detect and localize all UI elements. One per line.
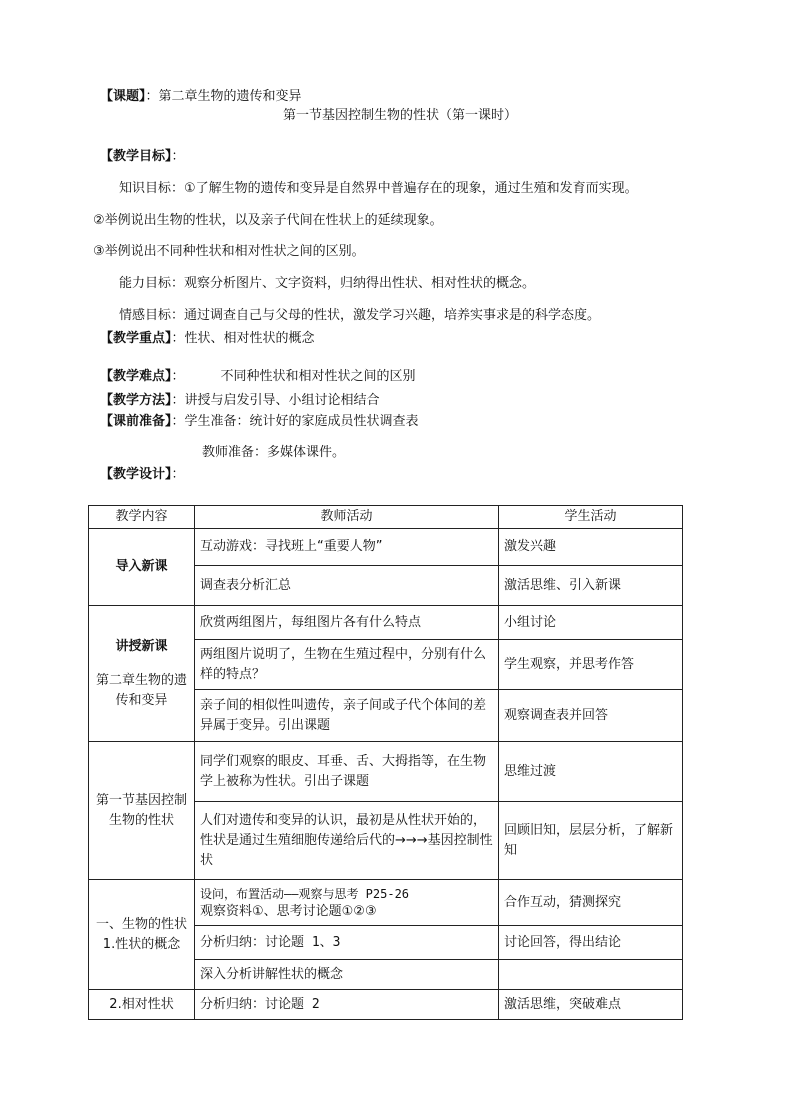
- difficulties-label: 【教学难点】: [100, 369, 172, 384]
- teacher-activity: 调查表分析汇总: [195, 566, 499, 606]
- topic-line: [100, 88, 302, 106]
- section-gene-control: 第一节基因控制生物的性状: [89, 742, 195, 880]
- student-activity: 观察调查表并回答: [499, 690, 683, 742]
- student-activity: 小组讨论: [499, 606, 683, 640]
- teacher-activity: 分析归纳：讨论题 2: [195, 990, 499, 1020]
- objectives-label: 【教学目标】: [100, 149, 172, 164]
- objectives-sep: ：: [171, 149, 185, 164]
- teacher-activity: 人们对遗传和变异的认识，最初是从性状开始的，性状是通过生殖细胞传递给后代的→→→基因控制性状: [195, 802, 499, 880]
- knowledge-objective-3: ③举例说出不同种性状和相对性状之间的区别。: [93, 244, 365, 259]
- teacher-activity: 欣赏两组图片，每组图片各有什么特点: [195, 606, 499, 640]
- difficulties-value: 不同种性状和相对性状之间的区别: [220, 369, 416, 384]
- section-relative-traits: 2.相对性状: [89, 990, 195, 1020]
- design-sep: ：: [171, 467, 185, 482]
- key-points-line: [100, 330, 315, 348]
- topic-value: 第二章生物的遗传和变异: [158, 89, 302, 104]
- teacher-activity: 亲子间的相似性叫遗传，亲子间或子代个体间的差异属于变异。引出课题: [195, 690, 499, 742]
- preparation-label: 【课前准备】: [100, 414, 172, 429]
- difficulties-line: [100, 368, 416, 386]
- teacher-activity: 深入分析讲解性状的概念: [195, 960, 499, 990]
- table-row: [89, 606, 683, 640]
- key-points-label: 【教学重点】: [100, 331, 172, 346]
- section-traits: 一、生物的性状 1.性状的概念: [89, 880, 195, 990]
- table-row: [89, 742, 683, 802]
- table-row: [89, 529, 683, 566]
- teaching-design-table: [88, 505, 683, 1020]
- topic-label: 【课题】: [100, 89, 146, 104]
- student-activity: [499, 960, 683, 990]
- student-activity: 激活思维，突破难点: [499, 990, 683, 1020]
- knowledge-objective: 知识目标：①了解生物的遗传和变异是自然界中普遍存在的现象，通过生殖和发育而实现。: [119, 181, 638, 196]
- student-activity: 回顾旧知，层层分析，了解新知: [499, 802, 683, 880]
- student-activity: 讨论回答，得出结论: [499, 926, 683, 960]
- lesson-subtitle: 第一节基因控制生物的性状（第一课时）: [283, 108, 518, 123]
- header-content: 教学内容: [89, 506, 195, 529]
- teacher-activity: 互动游戏：寻找班上“重要人物”: [195, 529, 499, 566]
- table-row: [89, 990, 683, 1020]
- student-activity: 激活思维、引入新课: [499, 566, 683, 606]
- teacher-activity: 同学们观察的眼皮、耳垂、舌、大拇指等，在生物学上被称为性状。引出子课题: [195, 742, 499, 802]
- teacher-activity: 分析归纳：讨论题 1、3: [195, 926, 499, 960]
- objectives-heading: [100, 148, 185, 166]
- preparation-line: [100, 413, 419, 431]
- student-activity: 思维过渡: [499, 742, 683, 802]
- key-points-value: ：性状、相对性状的概念: [171, 331, 315, 346]
- header-teacher: 教师活动: [195, 506, 499, 529]
- design-heading: [100, 466, 185, 484]
- teacher-activity: 设问，布置活动——观察与思考 P25-26 观察资料①、思考讨论题①②③: [195, 880, 499, 926]
- methods-line: [100, 392, 380, 410]
- preparation-student: ：学生准备：统计好的家庭成员性状调查表: [171, 414, 419, 429]
- teacher-activity: 两组图片说明了，生物在生殖过程中，分别有什么样的特点？: [195, 640, 499, 690]
- section-new-lesson: 讲授新课 第二章生物的遗传和变异: [89, 606, 195, 742]
- design-label: 【教学设计】: [100, 467, 172, 482]
- methods-label: 【教学方法】: [100, 393, 172, 408]
- table-row: [89, 880, 683, 926]
- ability-objective: 能力目标：观察分析图片、文字资料，归纳得出性状、相对性状的概念。: [119, 276, 536, 291]
- topic-sep: ：: [145, 89, 159, 104]
- difficulties-sep: ：: [171, 369, 185, 384]
- header-student: 学生活动: [499, 506, 683, 529]
- methods-value: ：讲授与启发引导、小组讨论相结合: [171, 393, 380, 408]
- preparation-teacher: 教师准备：多媒体课件。: [202, 445, 346, 460]
- section-intro: 导入新课: [89, 529, 195, 606]
- student-activity: 学生观察，并思考作答: [499, 640, 683, 690]
- table-header-row: [89, 506, 683, 529]
- knowledge-objective-2: ②举例说出生物的性状，以及亲子代间在性状上的延续现象。: [93, 213, 443, 228]
- emotion-objective: 情感目标：通过调查自己与父母的性状，激发学习兴趣，培养实事求是的科学态度。: [119, 308, 601, 323]
- student-activity: 合作互动，猜测探究: [499, 880, 683, 926]
- student-activity: 激发兴趣: [499, 529, 683, 566]
